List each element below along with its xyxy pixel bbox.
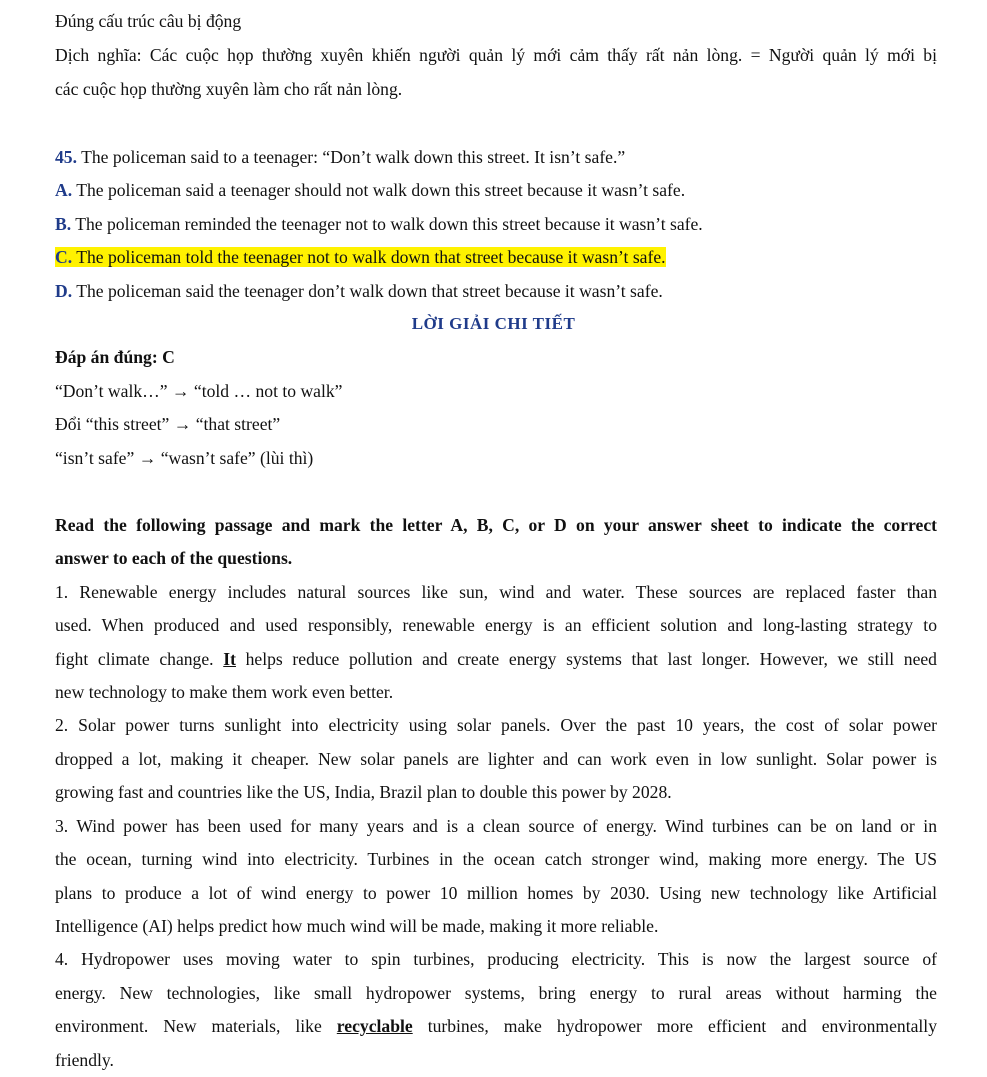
instruction-line-2: answer to each of the questions. — [55, 548, 293, 568]
correct-answer: Đáp án đúng: C — [55, 347, 175, 367]
passage-p3-line-1: 3. Wind power has been used for many years and is a clean source of energy. Wind turbines can be on land or in — [55, 816, 937, 836]
option-a — [55, 179, 685, 201]
explanation-line-2: Đổi “this street” → “that street” — [55, 414, 281, 434]
translation-line-1: Dịch nghĩa: Các cuộc họp thường xuyên khiến người quản lý mới cảm thấy rất nản lòng. = Người quản lý mới bị — [55, 45, 937, 65]
passage-p4-line-1: 4. Hydropower uses moving water to spin turbines, producing electricity. This is now the largest source of — [55, 949, 937, 969]
passage-text: helps reduce pollution and create energy systems that last longer. However, we still need — [245, 649, 937, 669]
question-text: The policeman said to a teenager: “Don’t walk down this street. It isn’t safe.” — [81, 147, 626, 167]
passage-p3-line-3: plans to produce a lot of wind energy to power 10 million homes by 2030. Using new technology like Artificial — [55, 883, 937, 903]
prev-answer-note: Đúng cấu trúc câu bị động — [55, 11, 242, 31]
option-letter: A. — [55, 180, 73, 200]
passage-p2-line-2: dropped a lot, making it cheaper. New solar panels are lighter and can work even in low sunlight. Solar power is — [55, 749, 937, 769]
option-text: The policeman told the teenager not to walk down that street because it wasn’t safe. — [76, 247, 666, 267]
referenced-word-it: It — [223, 649, 236, 669]
explanation-line-3: “isn’t safe” → “wasn’t safe” (lùi thì) — [55, 448, 314, 468]
passage-p3-line-2: the ocean, turning wind into electricity. Turbines in the ocean catch stronger wind, making more energy. The US — [55, 849, 937, 869]
option-text: The policeman said the teenager don’t walk down that street because it wasn’t safe. — [76, 281, 663, 301]
passage-p3-line-4: Intelligence (AI) helps predict how much wind will be made, making it more reliable. — [55, 916, 659, 936]
passage-p1-line-1: 1. Renewable energy includes natural sources like sun, wind and water. These sources are replaced faster than — [55, 582, 937, 602]
solution-heading: LỜI GIẢI CHI TIẾT — [411, 314, 576, 333]
passage-text: turbines, make hydropower more efficient and environmentally — [427, 1016, 937, 1036]
option-text: The policeman reminded the teenager not to walk down this street because it wasn’t safe. — [75, 214, 703, 234]
option-b — [55, 213, 703, 235]
instruction-line-1: Read the following passage and mark the letter A, B, C, or D on your answer sheet to indicate the correct — [55, 515, 937, 535]
passage-p4-line-3 — [55, 1015, 937, 1037]
passage-p1-line-2: used. When produced and used responsibly, renewable energy is an efficient solution and long-lasting strategy to — [55, 615, 937, 635]
option-c-correct — [55, 246, 666, 268]
translation-line-2: các cuộc họp thường xuyên làm cho rất nản lòng. — [55, 79, 403, 99]
passage-p4-line-4: friendly. — [55, 1050, 114, 1070]
passage-text: fight climate change. — [55, 649, 214, 669]
option-text: The policeman said a teenager should not walk down this street because it wasn’t safe. — [76, 180, 686, 200]
passage-p1-line-4: new technology to make them work even better. — [55, 682, 394, 702]
question-number: 45. — [55, 147, 77, 167]
referenced-word-recyclable: recyclable — [336, 1016, 413, 1036]
passage-p2-line-1: 2. Solar power turns sunlight into electricity using solar panels. Over the past 10 years, the cost of solar power — [55, 715, 937, 735]
explanation-line-1: “Don’t walk…” → “told … not to walk” — [55, 381, 343, 401]
option-d — [55, 280, 663, 302]
option-letter: D. — [55, 281, 73, 301]
passage-p2-line-3: growing fast and countries like the US, India, Brazil plan to double this power by 2028. — [55, 782, 672, 802]
option-letter: B. — [55, 214, 72, 234]
passage-p4-line-2: energy. New technologies, like small hydropower systems, bring energy to rural areas without harming the — [55, 983, 937, 1003]
passage-p1-line-3 — [55, 648, 937, 670]
passage-text: environment. New materials, like — [55, 1016, 322, 1036]
highlighted-answer — [55, 247, 666, 267]
question-stem — [55, 146, 625, 168]
option-letter: C. — [55, 247, 73, 267]
